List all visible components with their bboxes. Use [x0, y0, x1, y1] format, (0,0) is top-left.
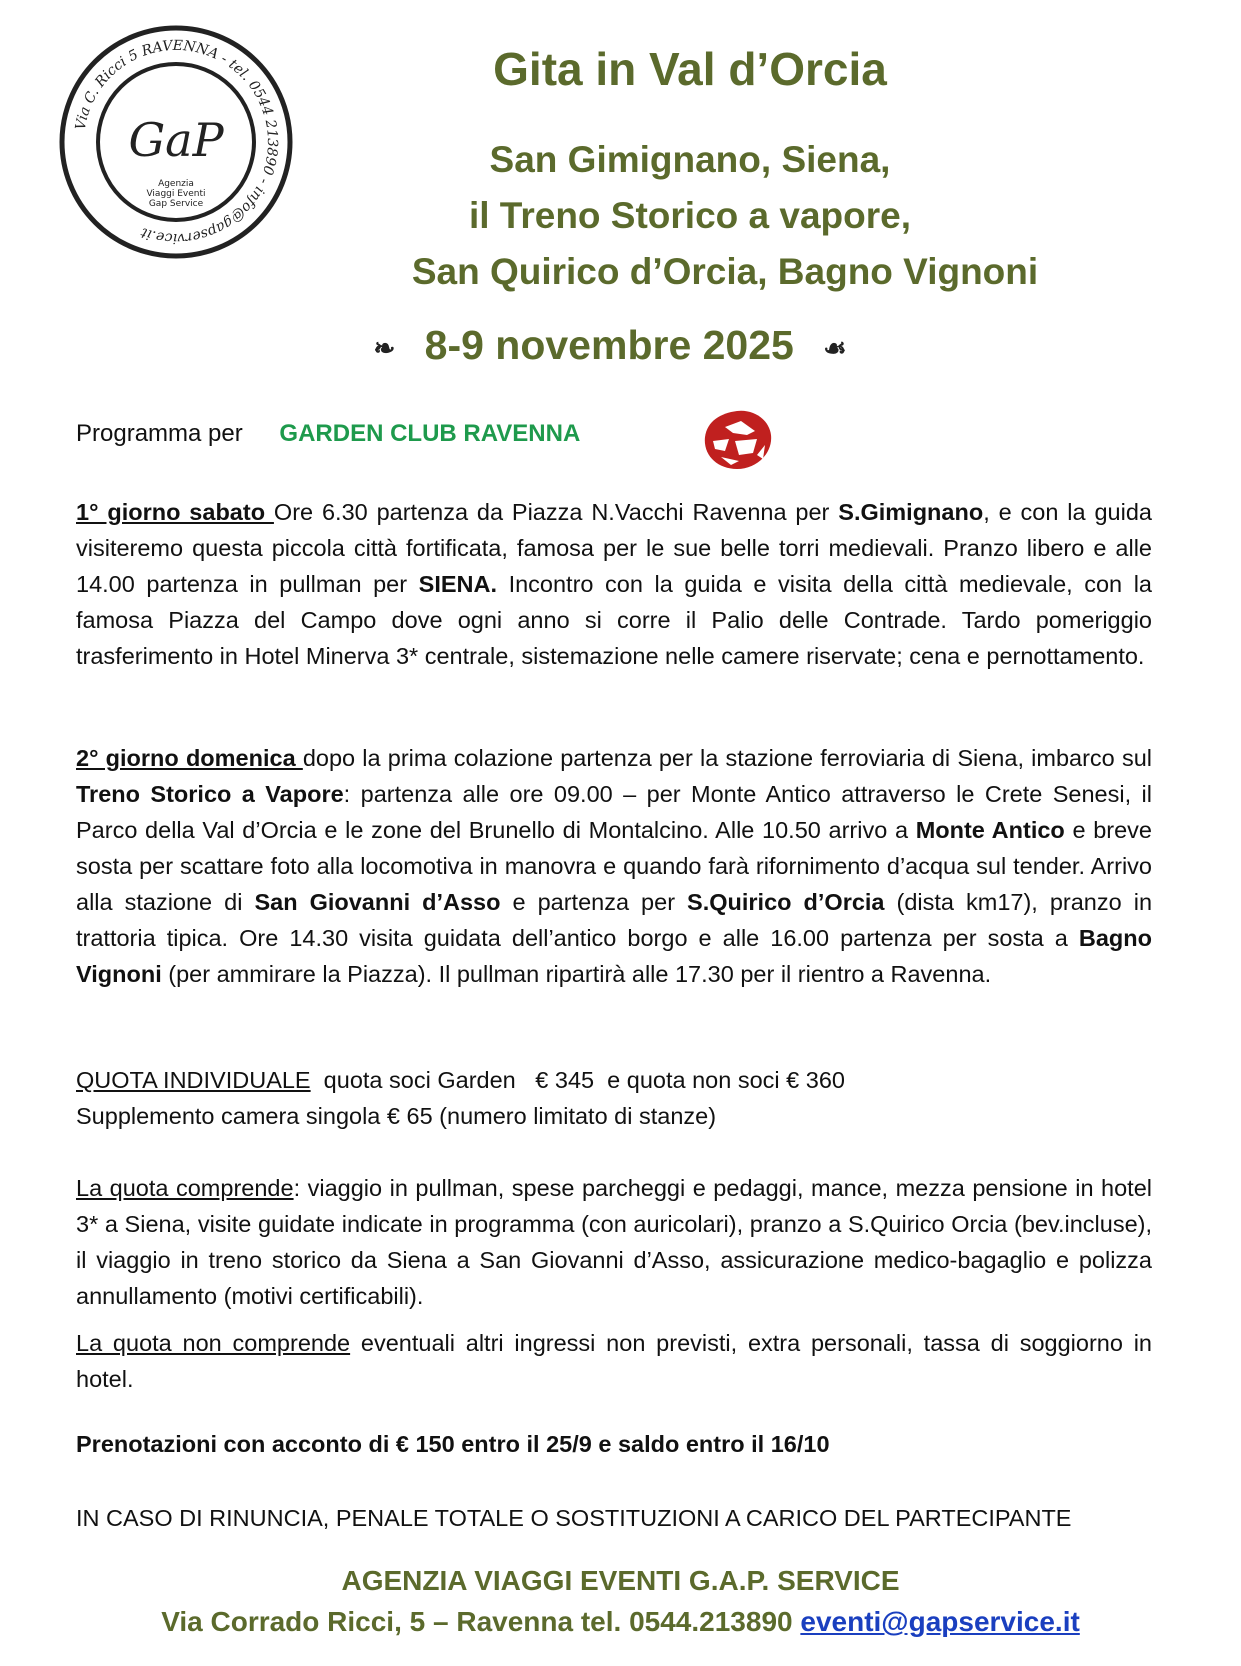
includes-paragraph: [76, 1170, 1152, 1314]
day2-bold-3: San Giovanni d’Asso: [254, 889, 501, 915]
quota-heading: QUOTA INDIVIDUALE: [76, 1067, 311, 1093]
footer-agency: AGENZIA VIAGGI EVENTI G.A.P. SERVICE: [341, 1565, 900, 1596]
day2-bold-5: Bagno Vignoni: [76, 925, 1152, 987]
day2-paragraph: [76, 740, 1152, 992]
day2-bold-2: Monte Antico: [915, 817, 1065, 843]
page-title: Gita in Val d’Orcia: [493, 43, 887, 95]
quota-line-2: Supplemento camera singola € 65 (numero limitato di stanze): [76, 1103, 717, 1129]
day2-bold-4: S.Quirico d’Orcia: [687, 889, 885, 915]
day2-text-6: (per ammirare la Piazza). Il pullman ripartirà alle 17.30 per il rientro a Ravenna.: [161, 961, 992, 987]
logo-monogram: GaP: [128, 113, 224, 167]
subtitle-line-3: San Quirico d’Orcia, Bagno Vignoni: [411, 251, 1039, 292]
logo-caption-1: Agenzia: [158, 179, 194, 189]
day1-heading: 1° giorno sabato: [76, 499, 274, 525]
footer-address: Via Corrado Ricci, 5 – Ravenna tel. 0544.213890: [161, 1606, 801, 1637]
includes-heading: La quota comprende: [76, 1175, 294, 1201]
day1-text-3: Incontro con la guida e visita della città medievale, con la famosa Piazza del Campo dove ogni anno si corre il Palio delle Contrade. Tardo pomeriggio trasferimento in Hotel Minerva 3* centrale, sistemazione nelle camere riservate; cena e pernottamento.: [76, 571, 1152, 669]
day1-text-2: , e con la guida visiteremo questa piccola città fortificata, famosa per le sue belle torri medievali. Pranzo libero e alle 14.00 partenza in pullman per: [76, 499, 1152, 597]
ornament-right-icon: ☙: [823, 332, 847, 363]
excludes-heading: La quota non comprende: [76, 1330, 351, 1356]
day2-text-1: dopo la prima colazione partenza per la stazione ferroviaria di Siena, imbarco sul: [302, 745, 1152, 771]
day2-text-4: e partenza per: [500, 889, 688, 915]
subtitle-line-2: il Treno Storico a vapore,: [468, 195, 912, 236]
day1-paragraph: [76, 494, 1152, 674]
logo-caption-2: Viaggi Eventi: [146, 189, 206, 199]
club-name: GARDEN CLUB RAVENNA: [279, 420, 581, 447]
program-label: Programma per: [76, 420, 243, 447]
day2-bold-1: Treno Storico a Vapore: [76, 781, 344, 807]
excludes-paragraph: [76, 1325, 1152, 1397]
quota-line-1: quota soci Garden € 345 e quota non soci € 360: [310, 1067, 845, 1093]
footer-contacts: [0, 1606, 1241, 1638]
logo-caption-3: Gap Service: [148, 199, 204, 209]
includes-text: : viaggio in pullman, spese parcheggi e pedaggi, mance, mezza pensione in hotel 3* a Siena, visite guidate indicate in programma (con auricolari), pranzo a S.Quirico Orcia (bev.incluse), il viaggio in treno storico da Siena a San Giovanni d’Asso, assicurazione medico-bagaglio e polizza annullamento (motivi certificabili).: [76, 1175, 1152, 1309]
rose-icon: [695, 405, 779, 475]
booking-note: Prenotazioni con acconto di € 150 entro il 25/9 e saldo entro il 16/10: [76, 1431, 830, 1457]
excludes-text: eventuali altri ingressi non previsti, extra personali, tassa di soggiorno in hotel.: [76, 1330, 1153, 1392]
day2-text-3: e breve sosta per scattare foto alla locomotiva in manovra e quando farà rifornimento d’acqua sul tender. Arrivo alla stazione di: [76, 817, 1152, 915]
logo-ring-text: Via C. Ricci 5 RAVENNA - tel. 0544 213890 - info@gapservice.it: [72, 37, 281, 247]
day1-text-1: Ore 6.30 partenza da Piazza N.Vacchi Ravenna per: [273, 499, 839, 525]
footer-email-link[interactable]: eventi@gapservice.it: [800, 1606, 1080, 1637]
trip-date: 8-9 novembre 2025: [424, 322, 794, 368]
day2-text-2: : partenza alle ore 09.00 – per Monte Antico attraverso le Crete Senesi, il Parco della Val d’Orcia e le zone del Brunello di Montalcino. Alle 10.50 arrivo a: [76, 781, 1152, 843]
subtitle-line-1: San Gimignano, Siena,: [489, 139, 891, 180]
day1-bold-2: SIENA.: [418, 571, 497, 597]
day1-bold-1: S.Gimignano: [838, 499, 984, 525]
ornament-left-icon: ❧: [373, 332, 396, 363]
day2-text-5: (dista km17), pranzo in trattoria tipica. Ore 14.30 visita guidata dell’antico borgo e alle 16.00 partenza per sosta a: [76, 889, 1153, 951]
day2-heading: 2° giorno domenica: [76, 745, 303, 771]
trip-date-row: [330, 322, 890, 369]
penalty-note: IN CASO DI RINUNCIA, PENALE TOTALE O SOSTITUZIONI A CARICO DEL PARTECIPANTE: [76, 1505, 1072, 1531]
agency-logo: [58, 24, 294, 260]
program-line: [76, 420, 580, 448]
quota-block: [76, 1062, 1152, 1134]
